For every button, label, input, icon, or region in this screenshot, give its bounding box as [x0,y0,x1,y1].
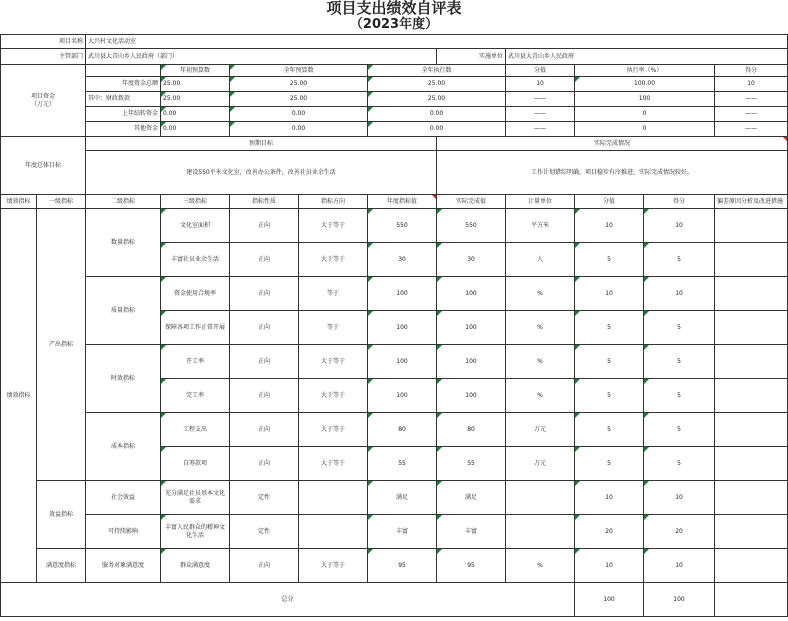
funds-cell: 0.00 [230,122,368,137]
funds-cell: 0 [575,122,715,137]
indicator-score: 10 [575,209,644,243]
funds-cell: —— [506,92,575,107]
funds-row-name: 年度资金总额 [86,77,161,92]
indicator-name: 资金使用合规率 [161,277,230,311]
total-score: 100 [575,583,644,617]
indicator-direction: 大于等于 [299,379,368,413]
page-year: （2023年度） [349,17,439,32]
indicator-score: 5 [575,311,644,345]
goal-expected: 建设550平米文化室，改善办公条件，改善社员业余生活 [86,151,437,195]
funds-cell: 0.00 [368,122,506,137]
perf-header: 指标方向 [299,195,368,209]
indicator-property: 正向 [230,549,299,583]
indicator-score: 5 [575,379,644,413]
indicator-unit: % [506,277,575,311]
indicator-remark [715,243,788,277]
indicator-unit [506,481,575,515]
goal-label: 年度总体目标 [1,137,86,195]
indicator-direction [299,481,368,515]
indicator-property: 正向 [230,345,299,379]
funds-row-name: 上年结转资金 [86,107,161,122]
perf-header: 绩效指标 [1,195,37,209]
indicator-target: 80 [368,413,437,447]
indicator-name: 丰富人民群众的精神文化生活 [161,515,230,549]
indicator-got: 10 [644,481,715,515]
indicator-actual: 95 [437,549,506,583]
indicator-got: 5 [644,311,715,345]
indicator-actual: 55 [437,447,506,481]
funds-cell: 25.00 [230,77,368,92]
indicator-actual: 100 [437,311,506,345]
goal-expected-label: 预期目标 [86,137,437,151]
perf-header: 三级指标 [161,195,230,209]
perf-header: 二级指标 [86,195,161,209]
funds-row-name: 其他资金 [86,122,161,137]
funds-header-rate: 执行率（%） [575,65,715,77]
group-name: 质量指标 [86,277,161,345]
indicator-score: 5 [575,413,644,447]
indicator-direction: 大于等于 [299,209,368,243]
indicator-direction: 等于 [299,311,368,345]
funds-header-initial: 年初预算数 [161,65,230,77]
indicator-direction: 大于等于 [299,243,368,277]
indicator-remark [715,379,788,413]
benefit-indicator-label: 效益指标 [37,481,86,549]
indicator-property: 正向 [230,311,299,345]
funds-cell: 10 [506,77,575,92]
indicator-remark [715,413,788,447]
indicator-target: 100 [368,277,437,311]
indicator-name: 自筹款项 [161,447,230,481]
evaluation-table [0,34,788,617]
satisfaction-indicator-label: 满意度指标 [37,549,86,583]
indicator-score: 5 [575,447,644,481]
perf-header: 年度指标值 [368,195,437,209]
indicator-score: 10 [575,277,644,311]
total-label: 总分 [1,583,575,617]
output-indicator-label: 产出指标 [37,209,86,481]
total-remark [715,583,788,617]
total-got: 100 [644,583,715,617]
indicator-actual: 100 [437,277,506,311]
funds-cell: —— [715,122,788,137]
page-title: 项目支出绩效自评表 [326,0,462,17]
indicator-unit: % [506,549,575,583]
group-name: 数量指标 [86,209,161,277]
indicator-direction: 大于等于 [299,345,368,379]
indicator-got: 10 [644,277,715,311]
funds-cell: —— [506,107,575,122]
indicator-remark [715,311,788,345]
perf-header: 分值 [575,195,644,209]
indicator-remark [715,481,788,515]
indicator-name: 丰富社员业余生活 [161,243,230,277]
funds-cell: 0 [575,107,715,122]
indicator-got: 10 [644,209,715,243]
unit-value: 武川县大青山乡人民政府 [506,49,788,65]
funds-cell: 0.00 [368,107,506,122]
group-name: 社会效益 [86,481,161,515]
funds-cell: 100 [575,92,715,107]
funds-cell: 25.00 [161,92,230,107]
indicator-property: 正向 [230,447,299,481]
perf-header: 指标性质 [230,195,299,209]
project-name: 大兴村文化活动室 [86,35,788,49]
indicator-direction: 大于等于 [299,413,368,447]
perf-header: 偏差原因分析及改进措施 [715,195,788,209]
indicator-property: 正向 [230,209,299,243]
perf-header: 实际完成值 [437,195,506,209]
group-name: 可持续影响 [86,515,161,549]
indicator-unit [506,515,575,549]
indicator-target: 100 [368,311,437,345]
indicator-target: 550 [368,209,437,243]
indicator-got: 5 [644,345,715,379]
funds-cell: —— [715,92,788,107]
indicator-property: 定性 [230,515,299,549]
indicator-actual: 100 [437,379,506,413]
funds-cell: —— [506,122,575,137]
funds-cell: —— [715,107,788,122]
indicator-name: 充分满足社员基本文化需求 [161,481,230,515]
indicator-name: 文化室面积 [161,209,230,243]
indicator-score: 5 [575,243,644,277]
indicator-score: 10 [575,481,644,515]
indicator-property: 正向 [230,379,299,413]
funds-header-get: 得分 [715,65,788,77]
funds-header-score: 分值 [506,65,575,77]
funds-label [1,65,86,137]
indicator-got: 10 [644,549,715,583]
indicator-actual: 80 [437,413,506,447]
indicator-direction [299,515,368,549]
indicator-target: 95 [368,549,437,583]
perf-header: 计量单位 [506,195,575,209]
indicator-name: 保障各项工作正常开展 [161,311,230,345]
indicator-got: 5 [644,243,715,277]
indicator-actual: 丰富 [437,515,506,549]
indicator-property: 正向 [230,277,299,311]
indicator-score: 10 [575,549,644,583]
funds-cell: 100.00 [575,77,715,92]
funds-cell: 0.00 [230,107,368,122]
indicator-unit: 万元 [506,413,575,447]
funds-cell: 25.00 [368,92,506,107]
indicator-unit: 平方米 [506,209,575,243]
funds-cell: 0.00 [161,107,230,122]
dept-label: 主管部门 [1,49,86,65]
indicator-actual: 满足 [437,481,506,515]
indicator-name: 群众满意度 [161,549,230,583]
indicator-actual: 550 [437,209,506,243]
indicator-target: 100 [368,345,437,379]
indicator-remark [715,549,788,583]
indicator-remark [715,277,788,311]
indicator-direction: 大于等于 [299,549,368,583]
indicator-unit: % [506,379,575,413]
indicator-unit: 万元 [506,447,575,481]
project-name-label: 项目名称 [1,35,86,49]
indicator-got: 5 [644,413,715,447]
indicator-target: 满足 [368,481,437,515]
unit-label: 实施单位 [437,49,506,65]
perf-header: 得分 [644,195,715,209]
indicator-got: 20 [644,515,715,549]
dept-value: 武川县大青山乡人民政府（部门） [86,49,437,65]
indicator-remark [715,447,788,481]
indicator-target: 30 [368,243,437,277]
group-name: 成本指标 [86,413,161,481]
indicator-target: 丰富 [368,515,437,549]
indicator-actual: 100 [437,345,506,379]
indicator-name: 工程支出 [161,413,230,447]
indicator-property: 正向 [230,413,299,447]
indicator-property: 定性 [230,481,299,515]
indicator-got: 5 [644,447,715,481]
group-name: 服务对象满意度 [86,549,161,583]
indicator-unit: 人 [506,243,575,277]
funds-row-name: 其中：财政拨款 [86,92,161,107]
indicator-score: 20 [575,515,644,549]
funds-header-executed: 全年执行数 [368,65,506,77]
perf-level0: 绩效指标 [1,209,37,583]
indicator-unit: % [506,345,575,379]
goal-actual-label: 实际完成情况 [437,137,788,151]
funds-cell: 25.00 [230,92,368,107]
goal-actual: 工作计划错综明确，项目稳步有序推进，实际完成情况较好。 [437,151,788,195]
indicator-name: 完工率 [161,379,230,413]
indicator-target: 100 [368,379,437,413]
indicator-score: 5 [575,345,644,379]
indicator-got: 5 [644,379,715,413]
indicator-property: 正向 [230,243,299,277]
indicator-name: 开工率 [161,345,230,379]
funds-cell: 10 [715,77,788,92]
indicator-unit: % [506,311,575,345]
funds-cell: 25.00 [368,77,506,92]
indicator-target: 55 [368,447,437,481]
funds-label-text: 项目资金 （万元） [31,92,56,108]
indicator-direction: 等于 [299,277,368,311]
perf-header: 一级指标 [37,195,86,209]
funds-header-blank [86,65,161,77]
funds-cell: 25.00 [161,77,230,92]
group-name: 时效指标 [86,345,161,413]
indicator-actual: 30 [437,243,506,277]
indicator-remark [715,345,788,379]
indicator-remark [715,209,788,243]
funds-header-annual: 全年预算数 [230,65,368,77]
indicator-remark [715,515,788,549]
indicator-direction: 大于等于 [299,447,368,481]
funds-cell: 0.00 [161,122,230,137]
